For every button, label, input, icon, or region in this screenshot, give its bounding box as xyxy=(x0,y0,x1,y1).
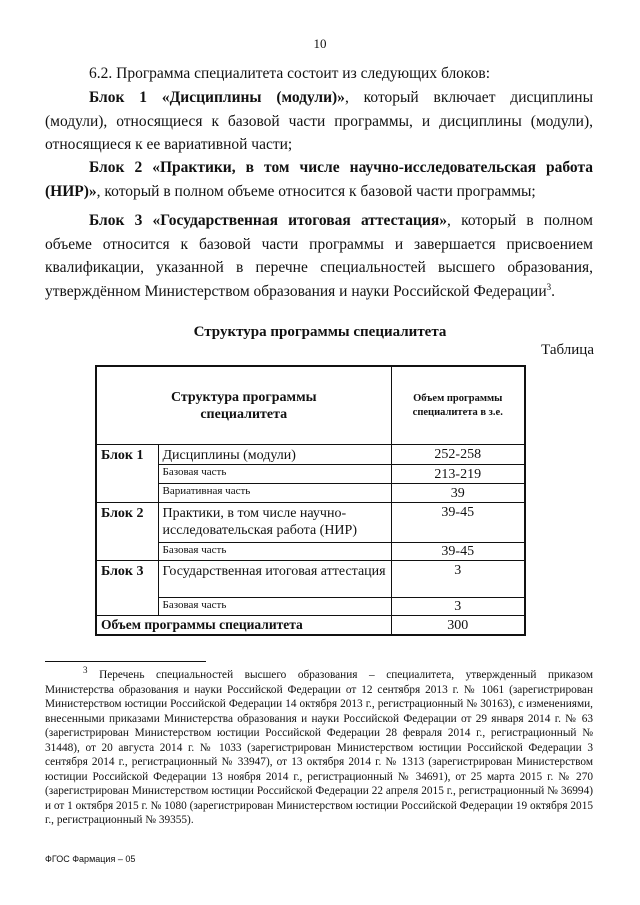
block-value: 39-45 xyxy=(391,503,525,543)
footnote xyxy=(45,665,593,828)
footnote-text: Перечень специальностей высшего образования – специалитета, утвержденный приказом Министерства образования и науки Российской Федерации от 12 сентября 2013 г. № 1061 (зарегистрирован Министерством юстиции Российской Федерации 14 октября 2013 г., регистрационный № 30163), с изменениями, внесенными приказами Министерства образования и науки Российской Федерации от 29 января 2014 г. № 63 (зарегистрирован Министерством юстиции Российской Федерации 28 февраля 2014 г., регистрационный № 31448), от 20 августа 2014 г. № 1033 (зарегистрирован Министерством юстиции Российской Федерации 3 сентября 2014 г., регистрационный № 33947), от 13 октября 2014 г. № 1313 (зарегистрирован Министерством юстиции Российской Федерации 13 ноября 2014 г., регистрационный № 34691), от 25 марта 2015 г. № 270 (зарегистрирован Министерством юстиции Российской Федерации 22 апреля 2015 г., регистрационный № 36994) и от 1 октября 2015 г. № 1080 (зарегистрирован Министерством юстиции Российской Федерации 19 октября 2015 г., регистрационный № 39355). xyxy=(45,669,593,826)
table-row xyxy=(96,465,525,484)
table-row xyxy=(96,561,525,598)
table-row xyxy=(96,484,525,503)
header-structure: Структура программы специалитета xyxy=(96,366,391,445)
block1-paragraph xyxy=(45,86,593,157)
block-value: 3 xyxy=(391,561,525,598)
block3-title: Блок 3 «Государственная итоговая аттестация» xyxy=(89,212,448,229)
section-intro: 6.2. Программа специалитета состоит из следующих блоков: xyxy=(89,65,491,82)
table-row xyxy=(96,543,525,561)
footer-code: ФГОС Фармация – 05 xyxy=(45,854,136,864)
table-row xyxy=(96,445,525,465)
block-value: 252-258 xyxy=(391,445,525,465)
block2-text: , который в полном объеме относится к базовой части программы; xyxy=(96,182,536,200)
sub-value: 213-219 xyxy=(391,465,525,484)
block3-end: . xyxy=(551,282,556,300)
footnote-ref: 3 xyxy=(546,281,552,292)
block1-title: Блок 1 «Дисциплины (модули)» xyxy=(89,89,345,106)
block-label: Блок 3 xyxy=(96,561,158,616)
sub-label: Вариативная часть xyxy=(158,484,391,503)
table-total-row xyxy=(96,616,525,636)
sub-label: Базовая часть xyxy=(158,543,391,561)
sub-label: Базовая часть xyxy=(158,598,391,616)
sub-value: 3 xyxy=(391,598,525,616)
block-label: Блок 1 xyxy=(96,445,158,503)
block3-text: , который в полном объеме относится к базовой части программы и завершается присвоением квалификации, указанной в перечне специальностей высшего образования, утверждённом Министерством образования и науки Российской Федерации xyxy=(45,212,593,300)
block3-paragraph xyxy=(45,209,593,303)
page-number: 10 xyxy=(313,36,327,51)
table-title: Структура программы специалитета xyxy=(193,324,447,340)
block-name: Государственная итоговая аттестация xyxy=(158,561,391,598)
table-header-row xyxy=(96,366,525,445)
block2-title: Блок 2 «Практики, в том числе научно-исследовательская работа (НИР)» xyxy=(45,159,593,200)
sub-value: 39-45 xyxy=(391,543,525,561)
table-row xyxy=(96,598,525,616)
sub-label: Базовая часть xyxy=(158,465,391,484)
footnote-number: 3 xyxy=(83,665,88,676)
table-row xyxy=(96,503,525,543)
block-name: Дисциплины (модули) xyxy=(158,445,391,465)
block1-text: , который включает дисциплины (модули), относящиеся к базовой части программы, и дисциплины (модули), относящиеся к ее вариативной части; xyxy=(45,89,593,153)
header-volume: Объем программы специалитета в з.е. xyxy=(391,366,525,445)
block-name: Практики, в том числе научно-исследовательская работа (НИР) xyxy=(158,503,391,543)
program-structure-table xyxy=(95,365,526,636)
table-label: Таблица xyxy=(541,342,594,358)
total-value: 300 xyxy=(391,616,525,636)
block2-paragraph xyxy=(45,156,593,203)
block-label: Блок 2 xyxy=(96,503,158,561)
footnote-divider xyxy=(45,661,206,662)
sub-value: 39 xyxy=(391,484,525,503)
total-label: Объем программы специалитета xyxy=(96,616,391,636)
